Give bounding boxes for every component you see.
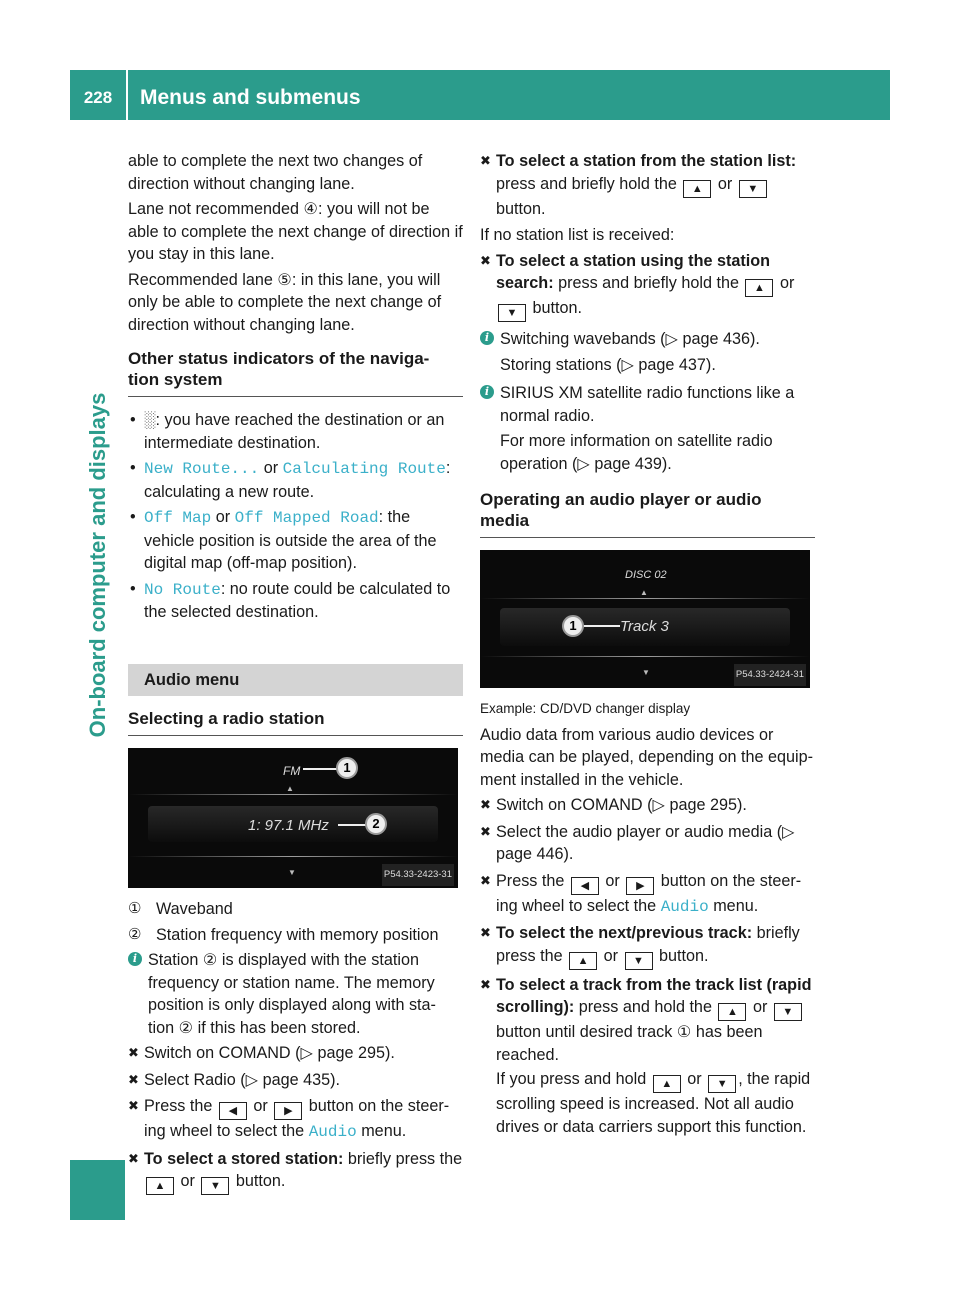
callout-2: 2 (365, 813, 387, 835)
arrow-up-icon: ▲ (640, 588, 648, 597)
down-button-icon: ▼ (625, 952, 653, 970)
instruction-step: ✖ Select the audio player or audio media (▷ page 446). (480, 822, 795, 863)
step-arrow-icon: ✖ (128, 1071, 139, 1087)
audio-menu-bar: Audio menu (128, 664, 463, 697)
down-button-icon: ▼ (774, 1003, 802, 1021)
instruction-step: ✖ To select a stored station: briefly press the ▲ or ▼ button. (128, 1148, 463, 1196)
instruction-step: ✖ To select a track from the track list (rapid scrolling): press and hold the ▲ or ▼ button until desired track ① has been reached. If you press and hold ▲ or ▼ , the rapid scrolling speed is increased. Not all audio drives or data carriers support this function. (480, 975, 812, 1136)
step-arrow-icon: ✖ (480, 823, 491, 839)
info-note: i Switching wavebands (▷ page 436). Storing stations (▷ page 437). (480, 328, 815, 376)
intro-paragraph: Recommended lane ⑤: in this lane, you will only be able to complete the next change of direction without changing lane. (128, 270, 442, 334)
side-tab-block (70, 1160, 125, 1220)
display-text: Audio (660, 897, 709, 916)
side-tab (70, 120, 125, 1010)
right-button-icon: ▶ (274, 1102, 302, 1120)
divider-line (480, 598, 810, 599)
left-button-icon: ◀ (571, 877, 599, 895)
step-arrow-icon: ✖ (480, 153, 491, 168)
list-item: • No Route: no route could be calculated to the selected destination. (128, 578, 463, 624)
page-number: 228 (83, 88, 113, 107)
waveband-label: FM (283, 764, 301, 778)
paragraph: If no station list is received: (480, 226, 675, 244)
intro-paragraph: able to complete the next two changes of direction without changing lane. (128, 152, 423, 193)
instruction-step: ✖ Switch on COMAND (▷ page 295). (128, 1042, 463, 1065)
display-text: Off Mapped Road (234, 509, 379, 527)
paragraph: Audio data from various audio devices or media can be played, depending on the equip- ment installed in the vehicle. (480, 725, 813, 789)
step-arrow-icon: ✖ (480, 797, 491, 812)
display-text: Calculating Route (282, 460, 446, 478)
image-code: P54.33-2424-31 (734, 664, 806, 687)
section-heading: Operating an audio player or audio media (480, 489, 815, 538)
image-code: P54.33-2423-31 (382, 864, 454, 887)
instruction-step: ✖ Press the ◀ or ▶ button on the steer- ing wheel to select the Audio menu. (128, 1097, 450, 1141)
callout-line (303, 768, 337, 770)
up-button-icon: ▲ (653, 1075, 681, 1093)
audio-display-image (480, 550, 810, 688)
divider-line (480, 656, 810, 657)
arrow-up-icon: ▲ (286, 784, 294, 793)
up-button-icon: ▲ (718, 1003, 746, 1021)
divider-line (128, 794, 458, 795)
step-arrow-icon: ✖ (128, 1045, 139, 1060)
radio-display-image (128, 748, 458, 888)
info-icon: i (480, 385, 494, 399)
display-text: New Route... (144, 460, 260, 478)
instruction-step: ✖ Press the ◀ or ▶ button on the steer- ing wheel to select the Audio menu. (480, 871, 802, 916)
step-arrow-icon: ✖ (480, 976, 491, 992)
step-arrow-icon: ✖ (128, 1150, 139, 1166)
right-button-icon: ▶ (626, 877, 654, 895)
info-note: i SIRIUS XM satellite radio functions like a normal radio. For more information on satellite radio operation (▷ page 439). (480, 382, 815, 475)
up-button-icon: ▲ (569, 952, 597, 970)
section-heading: Selecting a radio station (128, 708, 463, 736)
info-note: i Station ② is displayed with the station frequency or station name. The memory position is only displayed along with sta- tion ② if this has been stored. (128, 949, 463, 1039)
step-arrow-icon: ✖ (480, 925, 491, 940)
side-tab-label: On-board computer and displays (84, 392, 110, 738)
legend-item: ② Station frequency with memory position (128, 925, 439, 944)
step-arrow-icon: ✖ (480, 252, 491, 268)
up-button-icon: ▲ (745, 279, 773, 297)
arrow-down-icon: ▼ (288, 868, 296, 877)
page-title: Menus and submenus (140, 86, 361, 109)
info-icon: i (480, 331, 494, 345)
callout-line (338, 824, 366, 826)
list-item: • ░: you have reached the destination or an intermediate destination. (128, 409, 463, 454)
instruction-step: ✖ To select a station from the station list: press and briefly hold the ▲ or ▼ button. (480, 152, 797, 218)
intro-paragraph: Lane not recommended ④: you will not be able to complete the next change of direction if you stay in this lane. (128, 200, 463, 263)
instruction-step: ✖ Switch on COMAND (▷ page 295). (480, 794, 815, 817)
display-text: Off Map (144, 509, 212, 527)
down-button-icon: ▼ (739, 180, 767, 198)
section-heading: Other status indicators of the naviga- tion system (128, 348, 463, 397)
arrow-down-icon: ▼ (642, 668, 650, 677)
info-icon: i (128, 952, 142, 966)
instruction-step: ✖ To select the next/previous track: briefly press the ▲ or ▼ button. (480, 922, 815, 970)
up-button-icon: ▲ (683, 180, 711, 198)
track-label: Track 3 (620, 618, 669, 635)
display-text: No Route (144, 580, 221, 599)
step-arrow-icon: ✖ (480, 872, 491, 888)
right-column (480, 150, 815, 1142)
list-item: • New Route... or Calculating Route: calculating a new route. (128, 457, 463, 503)
callout-1: 1 (336, 757, 358, 779)
instruction-step: ✖ To select a station using the station search: press and briefly hold the ▲ or ▼ button. (480, 250, 815, 323)
step-arrow-icon: ✖ (128, 1098, 139, 1113)
divider-line (128, 856, 458, 857)
station-frequency: 1: 97.1 MHz (248, 817, 329, 834)
instruction-step: ✖ Select Radio (▷ page 435). (128, 1069, 463, 1092)
left-button-icon: ◀ (219, 1102, 247, 1120)
left-column (128, 150, 463, 1199)
down-button-icon: ▼ (498, 304, 526, 322)
down-button-icon: ▼ (708, 1075, 736, 1093)
display-text: Audio (308, 1123, 357, 1141)
up-button-icon: ▲ (146, 1177, 174, 1195)
callout-line (584, 625, 620, 627)
checkered-flag-icon: ░ (144, 411, 156, 429)
legend-item: ① Waveband (128, 900, 233, 918)
header-divider (126, 70, 128, 120)
down-button-icon: ▼ (201, 1177, 229, 1195)
list-item: • Off Map or Off Mapped Road: the vehicle position is outside the area of the digital map (off-map position). (128, 506, 463, 575)
disc-label: DISC 02 (625, 569, 667, 581)
image-caption: Example: CD/DVD changer display (480, 701, 691, 716)
callout-1: 1 (562, 615, 584, 637)
